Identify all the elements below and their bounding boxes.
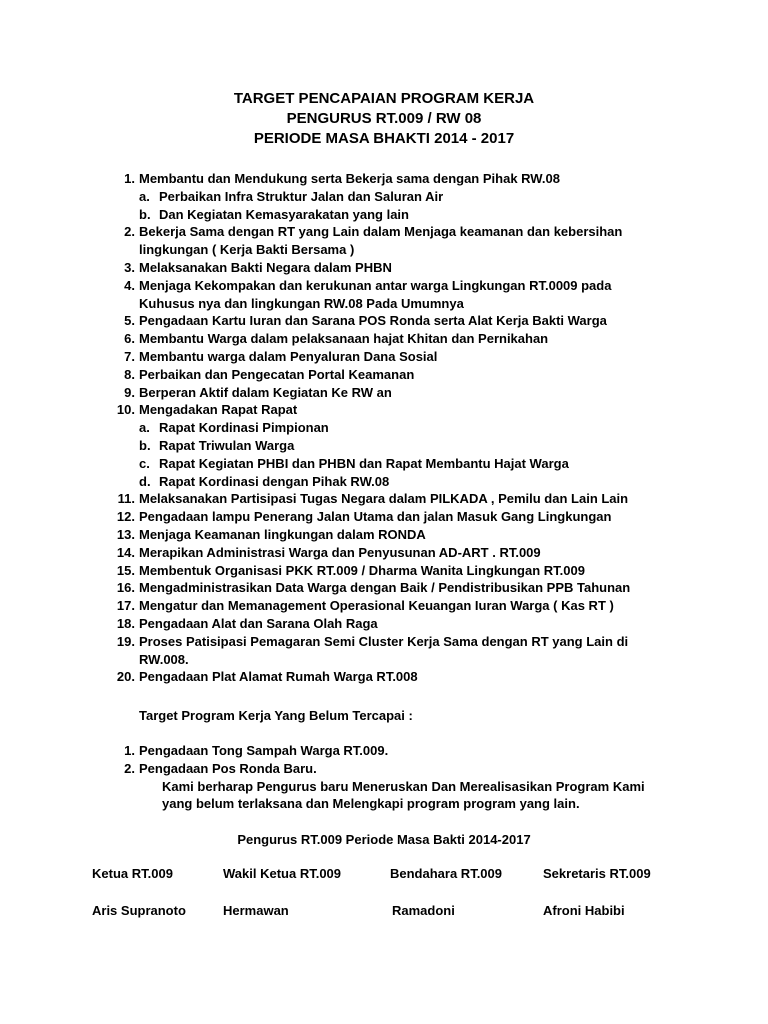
list-item [107, 544, 667, 562]
name-bendahara: Ramadoni [392, 903, 455, 918]
list-item [107, 562, 667, 580]
list-item [107, 633, 667, 651]
list-item [107, 366, 667, 384]
item-text: Bekerja Sama dengan RT yang Lain dalam Menjaga keamanan dan kebersihan [139, 224, 623, 240]
item-number: 19. [116, 633, 135, 649]
item-number: 13. [116, 526, 135, 542]
title-line-1: TARGET PENCAPAIAN PROGRAM KERJA [233, 90, 535, 107]
item-text: Membantu warga dalam Penyaluran Dana Sosial [139, 348, 438, 364]
name-ketua: Aris Supranoto [92, 903, 186, 918]
item-text: Membantu dan Mendukung serta Bekerja sama dengan Pihak RW.08 [139, 171, 560, 186]
item-text: Melaksanakan Bakti Negara dalam PHBN [139, 259, 392, 275]
item-number: 14. [116, 544, 135, 560]
sub-item-text: Rapat Kordinasi dengan Pihak RW.08 [159, 473, 390, 489]
item-text: Proses Patisipasi Pemagaran Semi Cluster Kerja Sama dengan RT yang Lain di [139, 633, 629, 649]
item-number: 20. [116, 669, 135, 685]
sub-item [107, 473, 667, 491]
list-item [107, 223, 667, 241]
role-bendahara: Bendahara RT.009 [390, 866, 502, 881]
sub-item-letter: a. [139, 188, 150, 204]
sub-item-letter: c. [139, 455, 150, 471]
title-line-2: PENGURUS RT.009 / RW 08 [286, 110, 482, 127]
list-item [107, 348, 667, 366]
item-text: Menjaga Kekompakan dan kerukunan antar warga Lingkungan RT.0009 pada [139, 277, 612, 293]
item-text: Mengadministrasikan Data Warga dengan Baik / Pendistribusikan PPB Tahunan [139, 580, 631, 596]
sub-item [107, 419, 667, 437]
item-text: Menjaga Keamanan lingkungan dalam RONDA [139, 526, 426, 542]
sub-item-letter: b. [139, 437, 151, 453]
unachieved-list [107, 742, 677, 813]
list-item [107, 277, 667, 295]
item-number: 8. [124, 366, 135, 382]
sub-item-letter: d. [139, 473, 151, 489]
item-number: 5. [124, 313, 135, 329]
list-item [107, 490, 667, 508]
item-number: 11. [117, 491, 135, 507]
item-number: 15. [116, 562, 135, 578]
sub-item-letter: a. [139, 420, 150, 436]
list-item [107, 259, 667, 277]
list-item [107, 170, 667, 188]
sub-item-text: Dan Kegiatan Kemasyarakatan yang lain [159, 206, 409, 222]
item-number: 10. [116, 402, 135, 418]
item-text: Pengadaan Kartu Iuran dan Sarana POS Ronda serta Alat Kerja Bakti Warga [139, 313, 607, 329]
item-number: 12. [116, 509, 135, 525]
closing-note: Kami berharap Pengurus baru Meneruskan Dan Merealisasikan Program Kami yang belum terlaksana dan Melengkapi program program yang lain. [162, 778, 645, 812]
list-item: 2. Pengadaan Pos Ronda Baru. [124, 760, 317, 776]
item-text: Membentuk Organisasi PKK RT.009 / Dharma Wanita Lingkungan RT.009 [139, 562, 585, 578]
list-item: 1. Pengadaan Tong Sampah Warga RT.009. [124, 743, 389, 758]
list-item [107, 526, 667, 544]
item-number: 16. [116, 580, 135, 596]
item-number: 1. [124, 171, 135, 186]
list-item [107, 401, 667, 419]
list-item [107, 508, 667, 526]
sub-item-letter: b. [139, 206, 151, 222]
document-title [0, 89, 768, 149]
list-item [107, 668, 667, 686]
item-text: Membantu Warga dalam pelaksanaan hajat Khitan dan Pernikahan [139, 331, 549, 347]
list-item [107, 312, 667, 330]
item-number: 2. [124, 224, 135, 240]
sub-item [107, 437, 667, 455]
list-item [107, 615, 667, 633]
list-item-continuation: Kuhusus nya dan lingkungan RW.08 Pada Umumnya [139, 295, 464, 311]
item-number: 6. [124, 331, 135, 347]
list-item [107, 330, 667, 348]
sub-item-text: Rapat Triwulan Warga [159, 437, 295, 453]
sub-item [107, 188, 667, 206]
item-text: Pengadaan Plat Alamat Rumah Warga RT.008 [139, 669, 418, 685]
list-item-continuation: RW.008. [139, 651, 189, 667]
item-number: 4. [124, 277, 135, 293]
item-text: Berperan Aktif dalam Kegiatan Ke RW an [139, 384, 392, 400]
name-sekretaris: Afroni Habibi [543, 903, 625, 918]
item-text: Melaksanakan Partisipasi Tugas Negara dalam PILKADA , Pemilu dan Lain Lain [139, 491, 629, 507]
sub-item-text: Rapat Kegiatan PHBI dan PHBN dan Rapat Membantu Hajat Warga [159, 455, 569, 471]
item-text: Perbaikan dan Pengecatan Portal Keamanan [139, 366, 415, 382]
list-item [107, 579, 667, 597]
list-item-continuation: lingkungan ( Kerja Bakti Bersama ) [139, 242, 355, 258]
item-text: Pengadaan lampu Penerang Jalan Utama dan jalan Masuk Gang Lingkungan [139, 509, 612, 525]
item-text: Pengadaan Alat dan Sarana Olah Raga [139, 615, 378, 631]
role-sekretaris: Sekretaris RT.009 [543, 866, 651, 881]
role-wakil-ketua: Wakil Ketua RT.009 [223, 866, 342, 881]
role-ketua: Ketua RT.009 [92, 866, 173, 881]
list-item [107, 597, 667, 615]
sub-item [107, 206, 667, 224]
item-number: 7. [124, 348, 135, 364]
sub-item-text: Perbaikan Infra Struktur Jalan dan Saluran Air [159, 188, 444, 204]
item-text: Mengadakan Rapat Rapat [139, 402, 298, 418]
unachieved-heading: Target Program Kerja Yang Belum Tercapai : [139, 708, 413, 723]
item-number: 17. [116, 598, 135, 614]
item-text: Mengatur dan Memanagement Operasional Keuangan Iuran Warga ( Kas RT ) [139, 598, 614, 614]
title-line-3: PERIODE MASA BHAKTI 2014 - 2017 [253, 130, 515, 147]
committee-title: Pengurus RT.009 Periode Masa Bakti 2014-2017 [237, 832, 531, 847]
item-number: 9. [124, 384, 135, 400]
program-list [107, 170, 667, 686]
sub-item-text: Rapat Kordinasi Pimpionan [159, 420, 329, 436]
sub-item [107, 455, 667, 473]
name-wakil-ketua: Hermawan [223, 903, 289, 918]
item-number: 18. [116, 615, 135, 631]
item-text: Merapikan Administrasi Warga dan Penyusunan AD-ART . RT.009 [139, 544, 541, 560]
list-item [107, 384, 667, 402]
item-number: 3. [124, 259, 135, 275]
